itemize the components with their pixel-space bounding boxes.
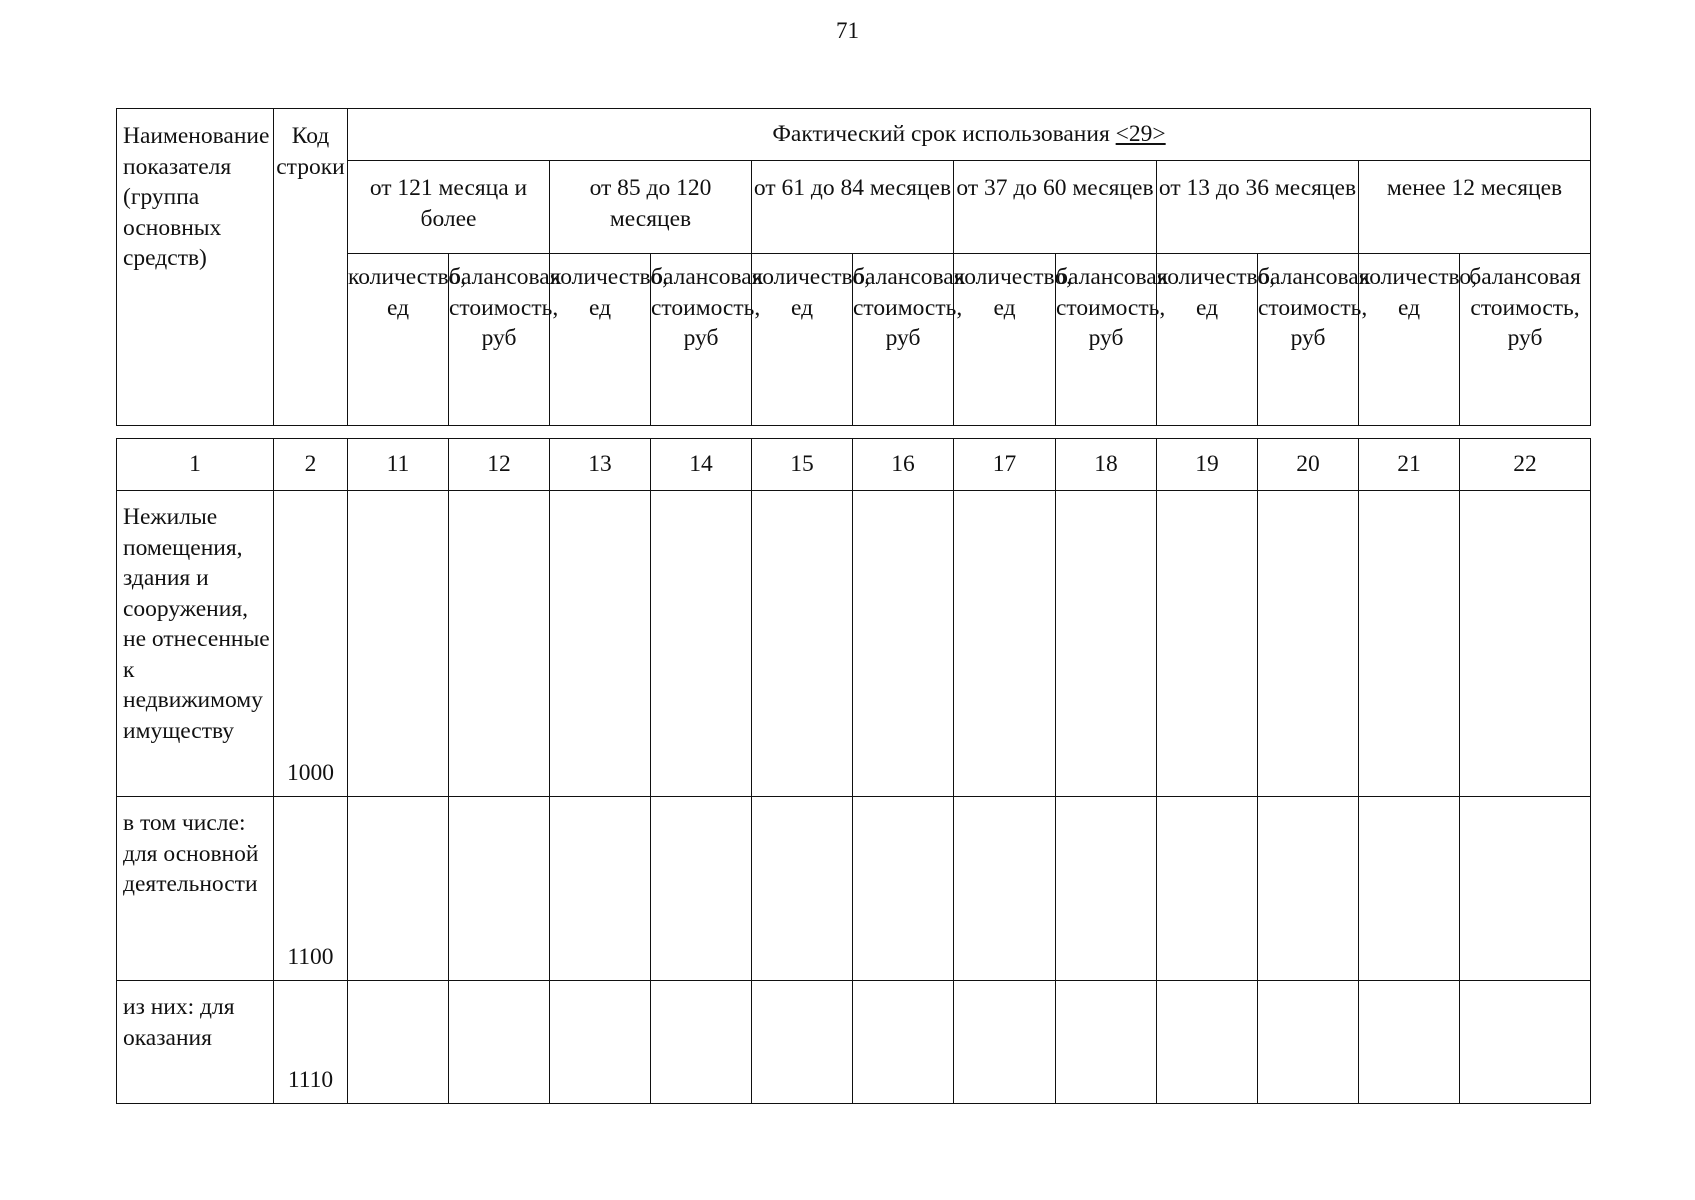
header-qty: количество, ед (752, 254, 853, 426)
data-cell (954, 797, 1056, 981)
data-cell (449, 797, 550, 981)
row-name: Нежилые помещения, здания и сооружения, не отнесенные к недвижимому имуществу (117, 491, 274, 797)
table-row (117, 491, 1591, 797)
column-number: 12 (449, 439, 550, 491)
column-number: 17 (954, 439, 1056, 491)
data-cell (550, 491, 651, 797)
data-cell (1258, 797, 1359, 981)
header-range: менее 12 месяцев (1359, 161, 1591, 254)
row-name: из них: для оказания (117, 981, 274, 1104)
data-cell (752, 491, 853, 797)
data-cell (550, 797, 651, 981)
header-range: от 121 месяца и более (348, 161, 550, 254)
footnote-link-29[interactable]: <29> (1115, 121, 1166, 148)
data-cell (1258, 981, 1359, 1104)
data-cell (1157, 981, 1258, 1104)
column-number: 14 (651, 439, 752, 491)
header-qty: количество, ед (1359, 254, 1460, 426)
data-cell (550, 981, 651, 1104)
header-code-col: Код строки (274, 109, 348, 426)
data-cell (1460, 797, 1591, 981)
data-cell (853, 981, 954, 1104)
column-number: 19 (1157, 439, 1258, 491)
column-number: 13 (550, 439, 651, 491)
column-number: 16 (853, 439, 954, 491)
data-cell (348, 797, 449, 981)
column-number: 1 (117, 439, 274, 491)
data-cell (651, 981, 752, 1104)
row-code: 1110 (274, 981, 348, 1104)
header-range: от 13 до 36 месяцев (1157, 161, 1359, 254)
table-row (117, 797, 1591, 981)
header-range: от 37 до 60 месяцев (954, 161, 1157, 254)
data-cell (1359, 797, 1460, 981)
row-name: в том числе: для основной деятельности (117, 797, 274, 981)
table-header (116, 108, 1591, 426)
header-usage-period (348, 109, 1591, 161)
header-qty: количество, ед (348, 254, 449, 426)
data-cell (1056, 797, 1157, 981)
data-cell (449, 491, 550, 797)
data-cell (954, 491, 1056, 797)
header-value: балансовая стоимость, руб (651, 254, 752, 426)
data-cell (1056, 981, 1157, 1104)
column-number: 2 (274, 439, 348, 491)
header-qty: количество, ед (954, 254, 1056, 426)
column-number: 20 (1258, 439, 1359, 491)
column-number: 18 (1056, 439, 1157, 491)
data-cell (853, 797, 954, 981)
data-cell (1460, 981, 1591, 1104)
data-cell (1157, 797, 1258, 981)
header-qty: количество, ед (1157, 254, 1258, 426)
data-cell (954, 981, 1056, 1104)
header-range: от 85 до 120 месяцев (550, 161, 752, 254)
data-cell (752, 981, 853, 1104)
data-cell (1359, 981, 1460, 1104)
header-usage-title: Фактический срок использования (772, 121, 1116, 148)
page-number: 71 (836, 18, 859, 43)
table-row (117, 981, 1591, 1104)
data-cell (1157, 491, 1258, 797)
data-cell (348, 491, 449, 797)
header-value: балансовая стоимость, руб (1460, 254, 1591, 426)
header-value: балансовая стоимость, руб (449, 254, 550, 426)
header-value: балансовая стоимость, руб (1258, 254, 1359, 426)
data-cell (651, 797, 752, 981)
data-cell (853, 491, 954, 797)
column-number: 22 (1460, 439, 1591, 491)
data-cell (752, 797, 853, 981)
table-body (116, 438, 1591, 1104)
data-cell (348, 981, 449, 1104)
data-cell (1056, 491, 1157, 797)
data-cell (651, 491, 752, 797)
header-value: балансовая стоимость, руб (1056, 254, 1157, 426)
data-cell (449, 981, 550, 1104)
data-cell (1460, 491, 1591, 797)
column-number: 21 (1359, 439, 1460, 491)
header-range: от 61 до 84 месяцев (752, 161, 954, 254)
row-code: 1000 (274, 491, 348, 797)
header-name-col: Наименование показателя (группа основных средств) (117, 109, 274, 426)
header-value: балансовая стоимость, руб (853, 254, 954, 426)
data-cell (1359, 491, 1460, 797)
column-number: 15 (752, 439, 853, 491)
row-code: 1100 (274, 797, 348, 981)
header-qty: количество, ед (550, 254, 651, 426)
data-cell (1258, 491, 1359, 797)
column-number: 11 (348, 439, 449, 491)
